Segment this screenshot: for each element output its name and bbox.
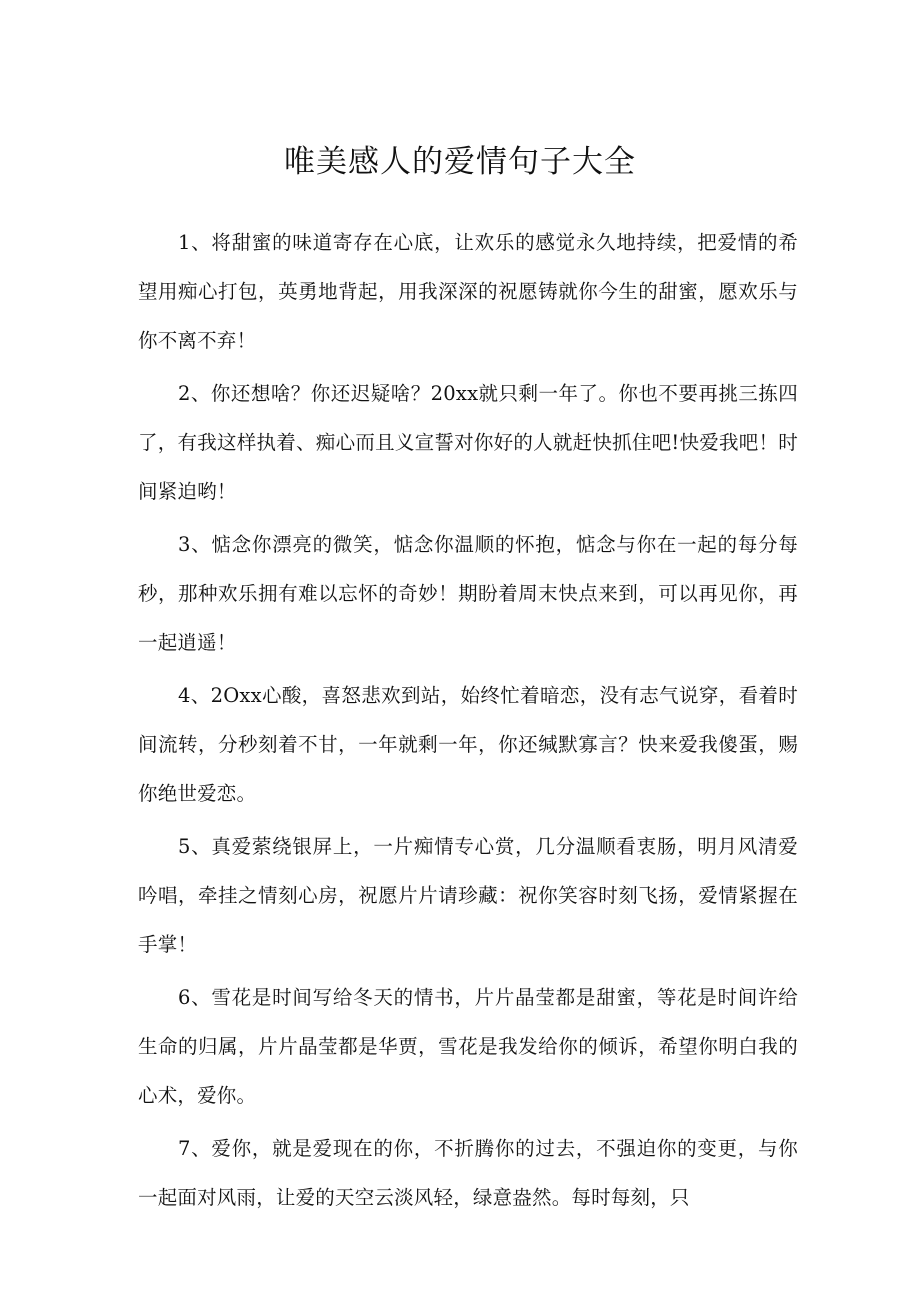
document-title: 唯美感人的爱情句子大全: [284, 144, 636, 180]
paragraph-7: 7、爱你，就是爱现在的你，不折腾你的过去，不强迫你的变更，与你一起面对风雨，让爱的天空云淡风轻，绿意盎然。每时每刻，只: [138, 1137, 798, 1209]
paragraph-4: 4、2Oxx心酸，喜怒悲欢到站，始终忙着暗恋，没有志气说穿，看着时间流转，分秒刻着不甘，一年就剩一年，你还缄默寡言？快来爱我傻蛋，赐你绝世爱恋。: [138, 684, 798, 805]
document-body: [138, 218, 798, 1226]
paragraph-6: 6、雪花是时间写给冬天的情书，片片晶莹都是甜蜜，等花是时间许给生命的归属，片片晶莹都是华贾，雪花是我发给你的倾诉，希望你明白我的心术，爱你。: [138, 986, 798, 1107]
paragraph-2: 2、你还想啥？你还迟疑啥？20xx就只剩一年了。你也不要再挑三拣四了，有我这样执着、痴心而且义宣誓对你好的人就赶快抓住吧!快爱我吧！时间紧迫哟！: [138, 382, 798, 503]
paragraph-1: 1、将甜蜜的味道寄存在心底，让欢乐的感觉永久地持续，把爱情的希望用痴心打包，英勇地背起，用我深深的祝愿铸就你今生的甜蜜，愿欢乐与你不离不弃！: [138, 231, 798, 352]
paragraph-5: 5、真爱萦绕银屏上，一片痴情专心赏，几分温顺看衷肠，明月风清爱吟唱，牵挂之情刻心房，祝愿片片请珍藏：祝你笑容时刻飞扬，爱情紧握在手掌！: [138, 835, 798, 956]
paragraph-3: 3、惦念你漂亮的微笑，惦念你温顺的怀抱，惦念与你在一起的每分每秒，那种欢乐拥有难以忘怀的奇妙！期盼着周末快点来到，可以再见你，再一起逍遥！: [138, 533, 798, 654]
